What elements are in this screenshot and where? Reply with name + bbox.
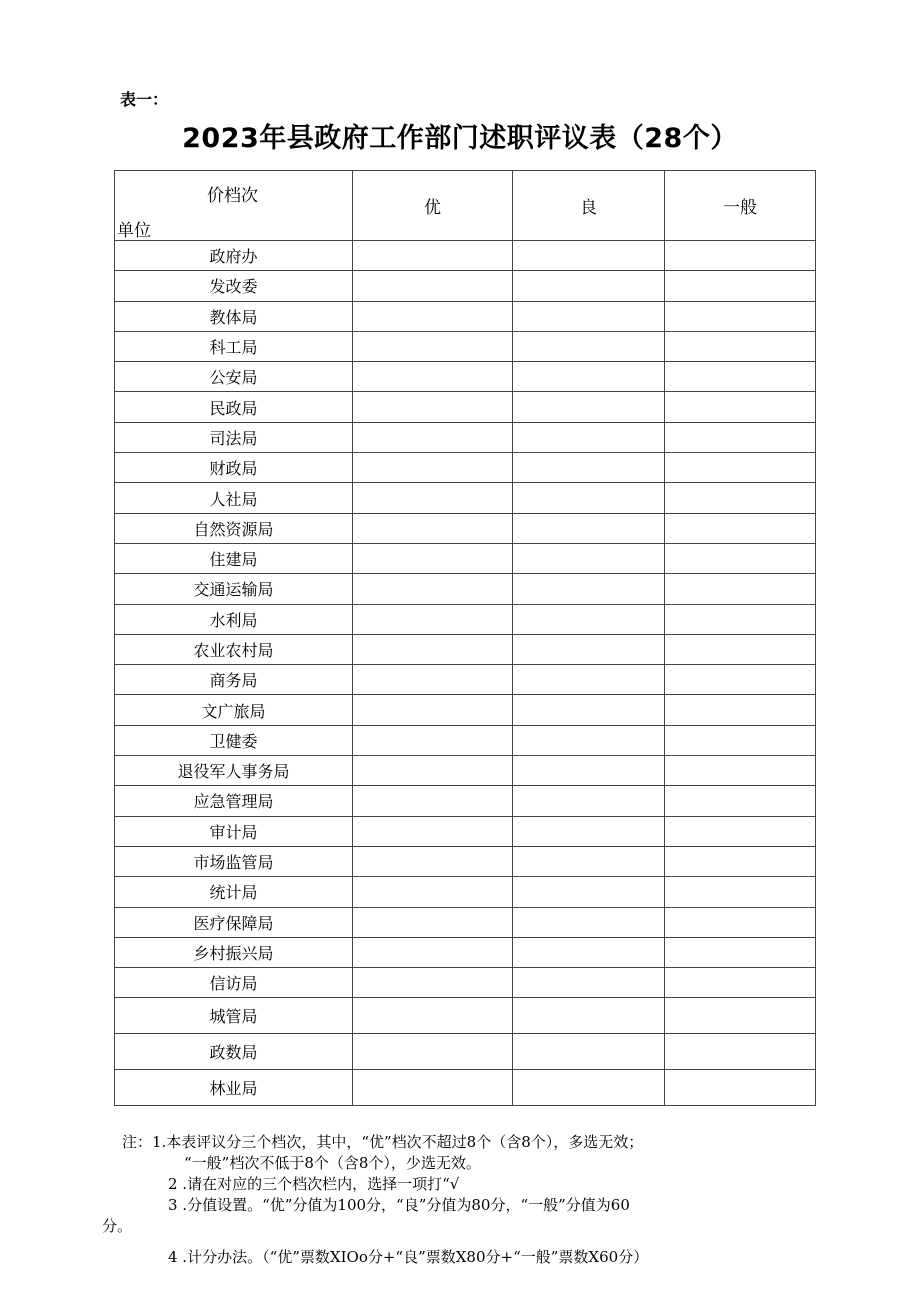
vote-cell-good[interactable] [513,362,665,392]
corner-header-cell [115,171,353,241]
table-row [115,634,816,664]
table-row [115,331,816,361]
vote-cell-excellent[interactable] [353,786,513,816]
note-line: 2 .请在对应的三个档次栏内，选择一项打“√ [168,1175,460,1193]
vote-cell-good[interactable] [513,725,665,755]
note-line: 4 .计分办法。（“优”票数XIOo分+“良”票数X80分+“一般”票数X60分） [168,1248,649,1266]
table-row [115,877,816,907]
vote-cell-excellent[interactable] [353,968,513,998]
vote-cell-good[interactable] [513,846,665,876]
vote-cell-good[interactable] [513,483,665,513]
vote-cell-average[interactable] [665,877,816,907]
note-line: 分。 [102,1217,133,1235]
vote-cell-average[interactable] [665,665,816,695]
vote-cell-average[interactable] [665,271,816,301]
vote-cell-good[interactable] [513,1070,665,1106]
table-row [115,604,816,634]
vote-cell-excellent[interactable] [353,453,513,483]
vote-cell-excellent[interactable] [353,937,513,967]
table-label: 表一： [120,90,169,109]
vote-cell-average[interactable] [665,968,816,998]
unit-name-cell: 司法局 [115,422,353,452]
vote-cell-excellent[interactable] [353,998,513,1034]
vote-cell-excellent[interactable] [353,362,513,392]
column-header-average: 一般 [665,171,816,241]
table-row [115,725,816,755]
table-row [115,665,816,695]
vote-cell-average[interactable] [665,998,816,1034]
vote-cell-good[interactable] [513,271,665,301]
vote-cell-excellent[interactable] [353,695,513,725]
unit-name-cell: 政数局 [115,1034,353,1070]
vote-cell-average[interactable] [665,725,816,755]
table-row [115,392,816,422]
vote-cell-good[interactable] [513,816,665,846]
unit-name-cell: 交通运输局 [115,574,353,604]
vote-cell-good[interactable] [513,907,665,937]
corner-header-bottom: 单位 [117,221,151,241]
table-row [115,695,816,725]
vote-cell-excellent[interactable] [353,422,513,452]
vote-cell-average[interactable] [665,756,816,786]
vote-cell-good[interactable] [513,241,665,271]
column-header-excellent: 优 [353,171,513,241]
unit-name-cell: 应急管理局 [115,786,353,816]
vote-cell-good[interactable] [513,574,665,604]
vote-cell-good[interactable] [513,877,665,907]
vote-cell-excellent[interactable] [353,816,513,846]
vote-cell-excellent[interactable] [353,392,513,422]
table-row [115,907,816,937]
page-title: 2023年县政府工作部门述职评议表（28个） [182,123,738,154]
vote-cell-excellent[interactable] [353,604,513,634]
vote-cell-average[interactable] [665,574,816,604]
unit-name-cell: 卫健委 [115,725,353,755]
vote-cell-average[interactable] [665,907,816,937]
note-line: 3 .分值设置。“优”分值为100分，“良”分值为80分，“一般”分值为60 [168,1196,630,1214]
vote-cell-good[interactable] [513,695,665,725]
vote-cell-excellent[interactable] [353,907,513,937]
vote-cell-average[interactable] [665,695,816,725]
vote-cell-good[interactable] [513,422,665,452]
unit-name-cell: 自然资源局 [115,513,353,543]
vote-cell-average[interactable] [665,513,816,543]
vote-cell-average[interactable] [665,362,816,392]
table-row [115,756,816,786]
unit-name-cell: 农业农村局 [115,634,353,664]
vote-cell-good[interactable] [513,937,665,967]
evaluation-table [114,170,816,1106]
vote-cell-average[interactable] [665,453,816,483]
unit-name-cell: 退役军人事务局 [115,756,353,786]
vote-cell-good[interactable] [513,634,665,664]
vote-cell-excellent[interactable] [353,634,513,664]
table-row [115,968,816,998]
unit-name-cell: 城管局 [115,998,353,1034]
unit-name-cell: 公安局 [115,362,353,392]
table-row [115,786,816,816]
vote-cell-good[interactable] [513,604,665,634]
notes-section [102,1132,812,1268]
unit-name-cell: 人社局 [115,483,353,513]
unit-name-cell: 统计局 [115,877,353,907]
table-row [115,998,816,1034]
unit-name-cell: 水利局 [115,604,353,634]
unit-name-cell: 文广旅局 [115,695,353,725]
vote-cell-good[interactable] [513,331,665,361]
vote-cell-average[interactable] [665,301,816,331]
unit-name-cell: 林业局 [115,1070,353,1106]
vote-cell-excellent[interactable] [353,543,513,573]
vote-cell-average[interactable] [665,422,816,452]
table-row [115,574,816,604]
vote-cell-average[interactable] [665,634,816,664]
vote-cell-average[interactable] [665,937,816,967]
vote-cell-average[interactable] [665,241,816,271]
table-header-row [115,171,816,241]
vote-cell-excellent[interactable] [353,331,513,361]
table-row [115,422,816,452]
table-row [115,483,816,513]
column-header-good: 良 [513,171,665,241]
unit-name-cell: 财政局 [115,453,353,483]
table-row [115,241,816,271]
table-row [115,1070,816,1106]
vote-cell-excellent[interactable] [353,574,513,604]
table-row [115,816,816,846]
vote-cell-excellent[interactable] [353,725,513,755]
vote-cell-excellent[interactable] [353,877,513,907]
unit-name-cell: 医疗保障局 [115,907,353,937]
unit-name-cell: 乡村振兴局 [115,937,353,967]
table-row [115,846,816,876]
vote-cell-good[interactable] [513,392,665,422]
vote-cell-excellent[interactable] [353,483,513,513]
table-row [115,1034,816,1070]
vote-cell-good[interactable] [513,301,665,331]
table-row [115,453,816,483]
unit-name-cell: 住建局 [115,543,353,573]
vote-cell-good[interactable] [513,453,665,483]
unit-name-cell: 发改委 [115,271,353,301]
vote-cell-good[interactable] [513,665,665,695]
table-row [115,937,816,967]
vote-cell-excellent[interactable] [353,513,513,543]
table-row [115,362,816,392]
unit-name-cell: 商务局 [115,665,353,695]
table-row [115,543,816,573]
unit-name-cell: 教体局 [115,301,353,331]
table-row [115,271,816,301]
note-line: 注：1.本表评议分三个档次，其中，“优”档次不超过8个（含8个），多选无效； [122,1133,644,1151]
table-row [115,301,816,331]
vote-cell-average[interactable] [665,1034,816,1070]
note-line: “一般”档次不低于8个（含8个），少选无效。 [184,1154,481,1172]
vote-cell-average[interactable] [665,786,816,816]
unit-name-cell: 信访局 [115,968,353,998]
vote-cell-average[interactable] [665,392,816,422]
unit-name-cell: 审计局 [115,816,353,846]
vote-cell-excellent[interactable] [353,665,513,695]
vote-cell-excellent[interactable] [353,271,513,301]
vote-cell-average[interactable] [665,846,816,876]
vote-cell-good[interactable] [513,513,665,543]
vote-cell-excellent[interactable] [353,241,513,271]
unit-name-cell: 科工局 [115,331,353,361]
vote-cell-average[interactable] [665,816,816,846]
corner-header-top: 价档次 [207,186,258,206]
vote-cell-excellent[interactable] [353,846,513,876]
vote-cell-good[interactable] [513,1034,665,1070]
unit-name-cell: 市场监管局 [115,846,353,876]
vote-cell-good[interactable] [513,543,665,573]
table-row [115,513,816,543]
vote-cell-good[interactable] [513,968,665,998]
vote-cell-average[interactable] [665,604,816,634]
vote-cell-good[interactable] [513,786,665,816]
vote-cell-excellent[interactable] [353,301,513,331]
unit-name-cell: 民政局 [115,392,353,422]
vote-cell-excellent[interactable] [353,1070,513,1106]
vote-cell-good[interactable] [513,998,665,1034]
vote-cell-average[interactable] [665,483,816,513]
unit-name-cell: 政府办 [115,241,353,271]
vote-cell-good[interactable] [513,756,665,786]
vote-cell-excellent[interactable] [353,756,513,786]
vote-cell-average[interactable] [665,543,816,573]
vote-cell-excellent[interactable] [353,1034,513,1070]
vote-cell-average[interactable] [665,331,816,361]
vote-cell-average[interactable] [665,1070,816,1106]
